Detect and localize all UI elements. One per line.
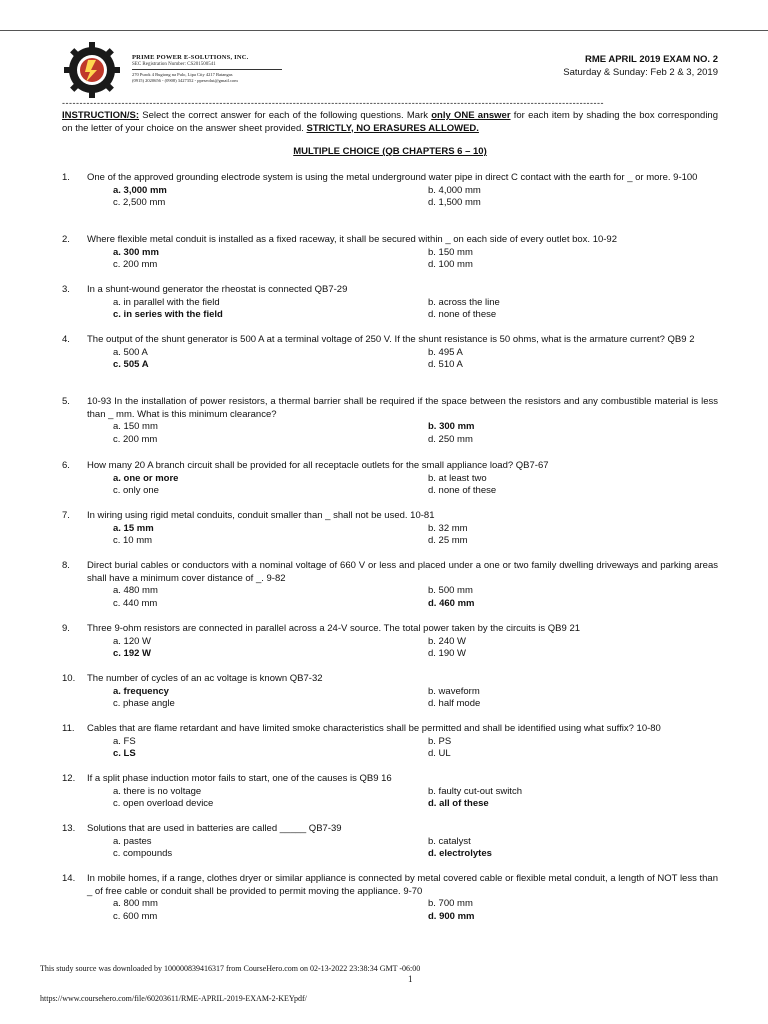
answer-choices <box>113 585 718 610</box>
answer-choice: b. 4,000 mm <box>428 184 481 196</box>
question-5 <box>62 396 718 446</box>
answer-choice: b. 700 mm <box>428 898 473 909</box>
question-number: 9. <box>62 623 70 634</box>
question-text: In mobile homes, if a range, clothes dryer or similar appliance is connected by metal covered cable or flexible metal conduit, a length of NOT less than _ of free cable or conduit shall be provided to permit moving the appliance. 9-70 <box>87 873 718 897</box>
answer-choice: b. at least two <box>428 472 487 484</box>
answer-choice: d. half mode <box>428 698 481 709</box>
document-header <box>62 40 718 100</box>
answer-choice: b. 500 mm <box>428 585 473 596</box>
answer-choices <box>113 523 718 548</box>
answer-choice: a. 120 W <box>113 635 152 647</box>
question-number: 8. <box>62 560 70 571</box>
answer-choices <box>113 898 718 923</box>
answer-choice: b. 32 mm <box>428 522 468 534</box>
answer-choice: a. pastes <box>113 835 152 847</box>
answer-choices <box>113 185 718 210</box>
answer-choice: c. phase angle <box>113 698 175 709</box>
answer-choice: c. open overload device <box>113 798 214 809</box>
company-divider <box>132 69 282 70</box>
answer-choices <box>113 686 718 711</box>
correct-answer-choice: c. LS <box>113 748 136 759</box>
answer-choice: b. 150 mm <box>428 246 473 258</box>
question-number: 14. <box>62 873 76 884</box>
answer-choice: b. faulty cut-out switch <box>428 785 522 797</box>
instructions-text-1: Select the correct answer for each of the following questions. Mark <box>139 110 432 121</box>
company-contact: (0915) 2020656 - (0908) 3427352 - ppeseolut@gmail.com <box>132 78 238 83</box>
exam-date: Saturday & Sunday: Feb 2 & 3, 2019 <box>563 67 718 78</box>
answer-choice: d. 510 A <box>428 359 463 370</box>
source-url[interactable]: https://www.coursehero.com/file/60203611/RME-APRIL-2019-EXAM-2-KEYpdf/ <box>40 994 307 1003</box>
question-2 <box>62 234 718 272</box>
answer-choice: d. 25 mm <box>428 535 468 546</box>
answer-choice: d. UL <box>428 748 451 759</box>
question-text: Where flexible metal conduit is installed as a fixed raceway, it shall be secured within _ on each side of every outlet box. 10-92 <box>87 234 617 245</box>
instructions <box>62 110 718 135</box>
company-logo-gear-icon <box>62 40 122 100</box>
question-6 <box>62 460 718 498</box>
question-text: In wiring using rigid metal conduits, conduit smaller than _ shall not be used. 10-81 <box>87 510 435 521</box>
question-number: 11. <box>62 723 75 734</box>
answer-choices <box>113 836 718 861</box>
correct-answer-choice: d. 900 mm <box>428 910 475 922</box>
answer-choice: b. across the line <box>428 296 500 308</box>
answer-choice: c. only one <box>113 485 159 496</box>
page-number: 1 <box>408 974 413 984</box>
question-text: 10-93 In the installation of power resistors, a thermal barrier shall be required if the space between the resistors and any combustible material is less than _ mm. What is this minimum clearance? <box>87 396 718 420</box>
question-12 <box>62 773 718 811</box>
answer-choice: d. 190 W <box>428 648 467 659</box>
company-address: 270 Purok 4 Bugtong na Pulo, Lipa City 4217 Batangas <box>132 72 233 77</box>
question-number: 3. <box>62 284 70 295</box>
question-7 <box>62 510 718 548</box>
download-notice: This study source was downloaded by 100000839416317 from CourseHero.com on 02-13-2022 23:38:34 GMT -06:00 <box>40 964 421 973</box>
answer-choice: d. none of these <box>428 309 497 320</box>
correct-answer-choice: d. 460 mm <box>428 597 475 609</box>
answer-choices <box>113 421 718 446</box>
answer-choice: c. 600 mm <box>113 910 158 922</box>
answer-choices <box>113 347 718 372</box>
answer-choice: b. waveform <box>428 685 480 697</box>
question-1 <box>62 172 718 210</box>
question-10 <box>62 673 718 711</box>
answer-choice: d. none of these <box>428 485 497 496</box>
answer-choice: a. in parallel with the field <box>113 296 220 308</box>
answer-choices <box>113 636 718 661</box>
question-number: 12. <box>62 773 76 784</box>
correct-answer-choice: a. 3,000 mm <box>113 184 167 196</box>
question-9 <box>62 623 718 661</box>
answer-choices <box>113 786 718 811</box>
question-number: 2. <box>62 234 70 245</box>
answer-choice: a. there is no voltage <box>113 785 202 797</box>
question-11 <box>62 723 718 761</box>
answer-choices <box>113 297 718 322</box>
answer-choice: c. 10 mm <box>113 535 153 546</box>
section-title: MULTIPLE CHOICE (QB CHAPTERS 6 – 10) <box>293 146 487 157</box>
question-number: 13. <box>62 823 76 834</box>
question-4 <box>62 334 718 372</box>
correct-answer-choice: a. 300 mm <box>113 246 159 258</box>
correct-answer-choice: d. electrolytes <box>428 848 492 859</box>
instructions-label: INSTRUCTION/S: <box>62 110 140 121</box>
correct-answer-choice: a. frequency <box>113 685 169 697</box>
question-text: Solutions that are used in batteries are called _____ QB7-39 <box>87 823 342 834</box>
question-text: The output of the shunt generator is 500 A at a terminal voltage of 250 V. If the shunt resistance is 50 ohms, what is the armature current? QB9 2 <box>87 334 695 345</box>
answer-choice: b. catalyst <box>428 835 471 847</box>
question-3 <box>62 284 718 322</box>
instructions-emphasis-2: STRICTLY, NO ERASURES ALLOWED. <box>306 122 479 134</box>
question-number: 6. <box>62 460 70 471</box>
question-number: 7. <box>62 510 70 521</box>
question-text: If a split phase induction motor fails to start, one of the causes is QB9 16 <box>87 773 392 784</box>
answer-choice: c. 200 mm <box>113 259 158 270</box>
correct-answer-choice: c. 192 W <box>113 648 152 659</box>
company-registration: SEC Registration Number: CS201500541 <box>132 62 216 67</box>
question-text: Direct burial cables or conductors with a nominal voltage of 660 V or less and placed under a one or two family dwelling driveways and parking areas shall have a minimum cover distance of _. 9-82 <box>87 560 718 584</box>
question-14 <box>62 873 718 923</box>
answer-choice: a. 150 mm <box>113 421 158 432</box>
question-13 <box>62 823 718 861</box>
answer-choices <box>113 473 718 498</box>
question-text: How many 20 A branch circuit shall be provided for all receptacle outlets for the small appliance load? QB7-67 <box>87 460 549 471</box>
answer-choice: a. FS <box>113 735 136 747</box>
instructions-emphasis-1: only ONE answer <box>431 110 511 121</box>
correct-answer-choice: c. 505 A <box>113 359 149 370</box>
answer-choice: c. 440 mm <box>113 597 158 609</box>
answer-choice: a. 480 mm <box>113 585 158 596</box>
answer-choice: a. 500 A <box>113 346 148 358</box>
answer-choices <box>113 247 718 272</box>
question-text: Three 9-ohm resistors are connected in parallel across a 24-V source. The total power taken by the circuits is QB9 21 <box>87 623 581 634</box>
instructions-text-2: for each item by shading the box corresponding on the letter of your choice on the answer sheet provided. <box>62 110 718 134</box>
answer-choice: c. 200 mm <box>113 433 158 445</box>
correct-answer-choice: b. 300 mm <box>428 421 475 432</box>
correct-answer-choice: c. in series with the field <box>113 309 223 320</box>
question-text: In a shunt-wound generator the rheostat is connected QB7-29 <box>87 284 348 295</box>
question-number: 5. <box>62 396 70 407</box>
dashed-separator: ----------------------------------------------------------------------------------------------------------------------------------------------------------- <box>62 98 605 108</box>
question-number: 10. <box>62 673 76 684</box>
company-name: PRIME POWER E-SOLUTIONS, INC. <box>132 54 249 61</box>
top-rule <box>0 30 768 31</box>
answer-choice: d. 250 mm <box>428 433 473 445</box>
question-text: One of the approved grounding electrode system is using the metal underground water pipe in direct C contact with the earth for _ or more. 9-100 <box>87 172 698 183</box>
answer-choices <box>113 736 718 761</box>
answer-choice: c. 2,500 mm <box>113 197 166 208</box>
answer-choice: c. compounds <box>113 848 173 859</box>
exam-title: RME APRIL 2019 EXAM NO. 2 <box>584 54 718 65</box>
answer-choice: d. 1,500 mm <box>428 197 481 208</box>
answer-choice: b. 240 W <box>428 635 467 647</box>
correct-answer-choice: a. 15 mm <box>113 522 154 534</box>
answer-choice: d. 100 mm <box>428 259 473 270</box>
question-number: 4. <box>62 334 70 345</box>
answer-choice: b. 495 A <box>428 346 463 358</box>
question-text: The number of cycles of an ac voltage is known QB7-32 <box>87 673 323 684</box>
question-number: 1. <box>62 172 70 183</box>
question-text: Cables that are flame retardant and have limited smoke characteristics shall be permitted and shall be identified using what suffix? 10-80 <box>87 723 661 734</box>
correct-answer-choice: a. one or more <box>113 472 179 484</box>
answer-choice: b. PS <box>428 735 452 747</box>
question-8 <box>62 560 718 610</box>
answer-choice: a. 800 mm <box>113 898 158 909</box>
correct-answer-choice: d. all of these <box>428 798 489 809</box>
